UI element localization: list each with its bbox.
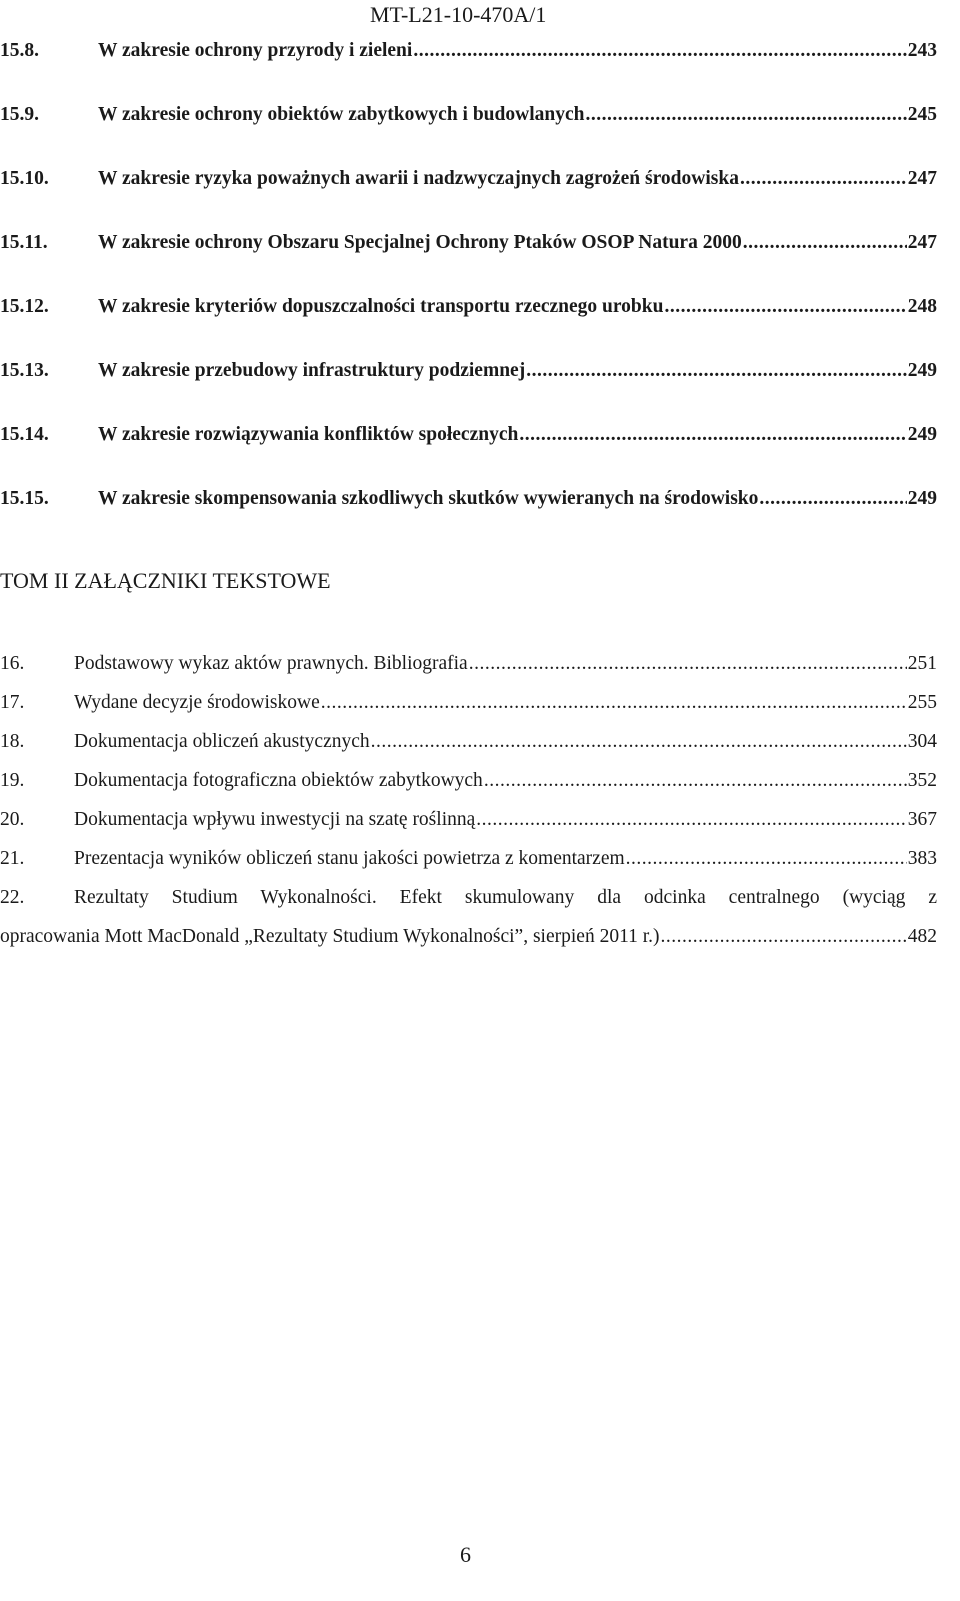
toc-entry-title-continuation: opracowania Mott MacDonald „Rezultaty Studium Wykonalności”, sierpień 2011 r.) <box>0 926 660 947</box>
toc-entry-21[interactable] <box>0 848 937 878</box>
toc-entry-page: 352 <box>907 770 937 791</box>
toc-entry-title: Prezentacja wyników obliczeń stanu jakości powietrza z komentarzem <box>74 848 625 869</box>
toc-entry-page: 245 <box>907 104 937 125</box>
toc-entry-15-8[interactable] <box>0 40 937 70</box>
toc-entry-20[interactable] <box>0 809 937 839</box>
toc-leader-dots <box>743 232 907 254</box>
toc-leader-dots <box>526 360 907 382</box>
toc-entry-number: 15.15. <box>0 488 49 509</box>
toc-entry-22-line1[interactable] <box>0 887 937 909</box>
toc-entry-15-12[interactable] <box>0 296 937 326</box>
toc-entry-title: Dokumentacja wpływu inwestycji na szatę roślinną <box>74 809 476 830</box>
toc-entry-title: Wydane decyzje środowiskowe <box>74 692 320 713</box>
toc-entry-16[interactable] <box>0 653 937 683</box>
toc-leader-dots <box>585 104 906 126</box>
toc-entry-number: 15.8. <box>0 40 39 61</box>
toc-entry-page: 249 <box>907 424 937 445</box>
toc-entry-22-line2[interactable] <box>0 926 937 956</box>
toc-leader-dots <box>476 809 906 831</box>
toc-leader-dots <box>321 692 907 714</box>
toc-entry-title: Rezultaty Studium Wykonalności. Efekt skumulowany dla odcinka centralnego (wyciąg z <box>74 887 937 908</box>
toc-entry-page: 367 <box>907 809 937 830</box>
toc-entry-page: 251 <box>907 653 937 674</box>
toc-leader-dots <box>740 168 907 190</box>
toc-entry-15-15[interactable] <box>0 488 937 518</box>
toc-entry-15-11[interactable] <box>0 232 937 262</box>
toc-entry-number: 15.9. <box>0 104 39 125</box>
toc-entry-number: 22. <box>0 887 25 908</box>
toc-entry-number: 15.12. <box>0 296 49 317</box>
toc-entry-title: W zakresie kryteriów dopuszczalności transportu rzecznego urobku <box>98 296 664 317</box>
toc-entry-title: W zakresie ochrony Obszaru Specjalnej Ochrony Ptaków OSOP Natura 2000 <box>98 232 742 253</box>
toc-entry-19[interactable] <box>0 770 937 800</box>
toc-entry-page: 243 <box>907 40 937 61</box>
toc-entry-15-14[interactable] <box>0 424 937 454</box>
toc-entry-page: 247 <box>907 232 937 253</box>
toc-entry-number: 19. <box>0 770 25 791</box>
toc-entry-number: 21. <box>0 848 25 869</box>
toc-entry-page: 304 <box>907 731 937 752</box>
toc-entry-title: W zakresie skompensowania szkodliwych skutków wywieranych na środowisko <box>98 488 759 509</box>
toc-leader-dots <box>664 296 906 318</box>
toc-entry-page: 249 <box>907 360 937 381</box>
toc-entry-number: 18. <box>0 731 25 752</box>
toc-entry-number: 15.14. <box>0 424 49 445</box>
toc-entry-page: 249 <box>907 488 937 509</box>
toc-entry-title: W zakresie ryzyka poważnych awarii i nadzwyczajnych zagrożeń środowiska <box>98 168 739 189</box>
toc-leader-dots <box>661 926 907 948</box>
page-number: 6 <box>460 1542 471 1567</box>
toc-entry-title: Podstawowy wykaz aktów prawnych. Bibliografia <box>74 653 468 674</box>
toc-leader-dots <box>484 770 907 792</box>
toc-leader-dots <box>413 40 906 62</box>
toc-entry-page: 255 <box>907 692 937 713</box>
toc-entry-title: W zakresie rozwiązywania konfliktów społecznych <box>98 424 519 445</box>
toc-entry-page: 383 <box>907 848 937 869</box>
toc-entry-page: 482 <box>907 926 937 947</box>
toc-entry-number: 15.13. <box>0 360 49 381</box>
toc-entry-page: 248 <box>907 296 937 317</box>
toc-entry-15-9[interactable] <box>0 104 937 134</box>
toc-entry-title: W zakresie ochrony obiektów zabytkowych i budowlanych <box>98 104 585 125</box>
toc-leader-dots <box>759 488 906 510</box>
toc-entry-title: W zakresie przebudowy infrastruktury podziemnej <box>98 360 526 381</box>
toc-entry-number: 15.11. <box>0 232 48 253</box>
toc-entry-title: Dokumentacja fotograficzna obiektów zabytkowych <box>74 770 483 791</box>
toc-entry-15-10[interactable] <box>0 168 937 198</box>
toc-entry-number: 15.10. <box>0 168 49 189</box>
toc-entry-17[interactable] <box>0 692 937 722</box>
document-id-header: MT-L21-10-470A/1 <box>370 2 547 27</box>
toc-leader-dots <box>469 653 907 675</box>
toc-entry-title: Dokumentacja obliczeń akustycznych <box>74 731 370 752</box>
toc-entry-number: 17. <box>0 692 25 713</box>
toc-entry-number: 16. <box>0 653 25 674</box>
toc-leader-dots <box>371 731 907 753</box>
toc-leader-dots <box>626 848 907 870</box>
toc-entry-number: 20. <box>0 809 25 830</box>
toc-leader-dots <box>519 424 906 446</box>
toc-entry-title: W zakresie ochrony przyrody i zieleni <box>98 40 413 61</box>
toc-entry-page: 247 <box>907 168 937 189</box>
toc-entry-15-13[interactable] <box>0 360 937 390</box>
tom-ii-heading: TOM II ZAŁĄCZNIKI TEKSTOWE <box>0 568 331 593</box>
toc-entry-18[interactable] <box>0 731 937 761</box>
